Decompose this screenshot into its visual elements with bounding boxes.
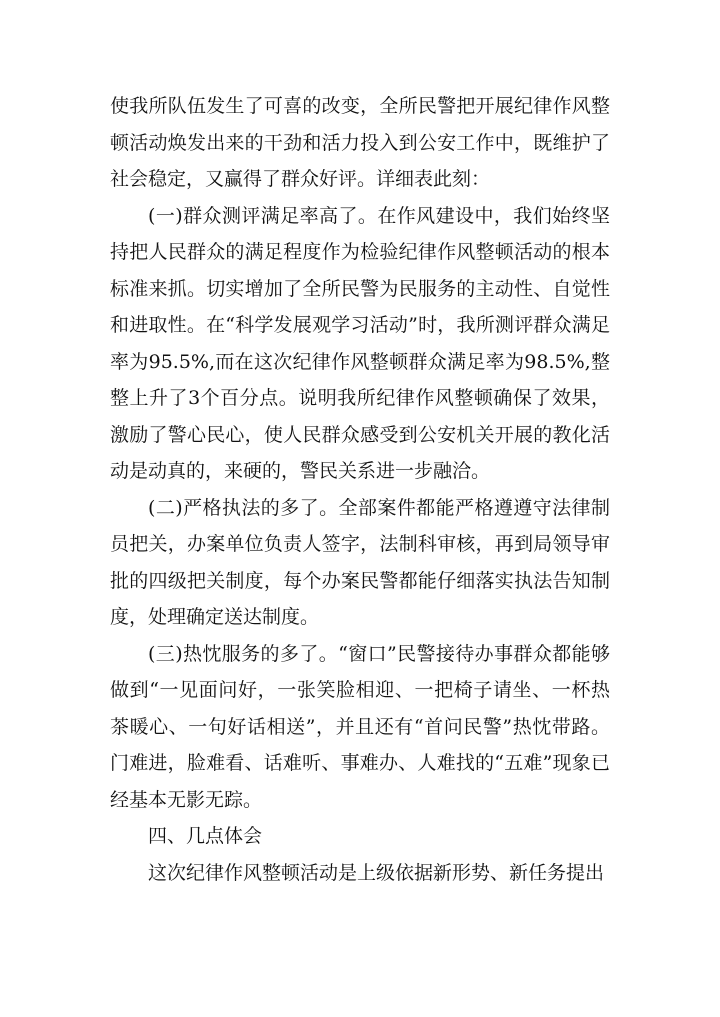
paragraph-experiences-start: 这次纪律作风整顿活动是上级依据新形势、新任务提出 (148, 861, 605, 884)
section-heading-experiences: 四、几点体会 (148, 825, 263, 847)
paragraph-section-3-service: (三)热忱服务的多了。“窗口”民警接待办事群众都能够做到“一见面问好，一张笑脸相迎、一把椅子请坐、一杯热茶暖心、一句好话相送”，并且还有“首问民警”热忱带路。门难进，脸难看、话难听、事难办、人难找的“五难”现象已经基本无影无踪。 (110, 642, 610, 811)
paragraph-section-2-law-enforcement: (二)严格执法的多了。全部案件都能严格遵遵守法律制员把关，办案单位负责人签字，法制科审核，再到局领导审批的四级把关制度，每个办案民警都能仔细落实执法告知制度，处理确定送达制度。 (110, 496, 610, 628)
paragraph-intro: 使我所队伍发生了可喜的改变，全所民警把开展纪律作风整顿活动焕发出来的干劲和活力投入到公安工作中，既维护了社会稳定，又赢得了群众好评。详细表此刻： (110, 95, 610, 190)
paragraph-section-1-satisfaction: (一)群众测评满足率高了。在作风建设中，我们始终坚持把人民群众的满足程度作为检验纪律作风整顿活动的根本标准来抓。切实增加了全所民警为民服务的主动性、自觉性和进取性。在“科学发展观学习活动”时，我所测评群众满足率为95.5%,而在这次纪律作风整顿群众满足率为98.5%,整整上升了3个百分点。说明我所纪律作风整顿确保了效果，激励了警心民心，使人民群众感受到公安机关开展的教化活动是动真的，来硬的，警民关系进一步融洽。 (110, 204, 610, 482)
document-body (110, 88, 610, 891)
